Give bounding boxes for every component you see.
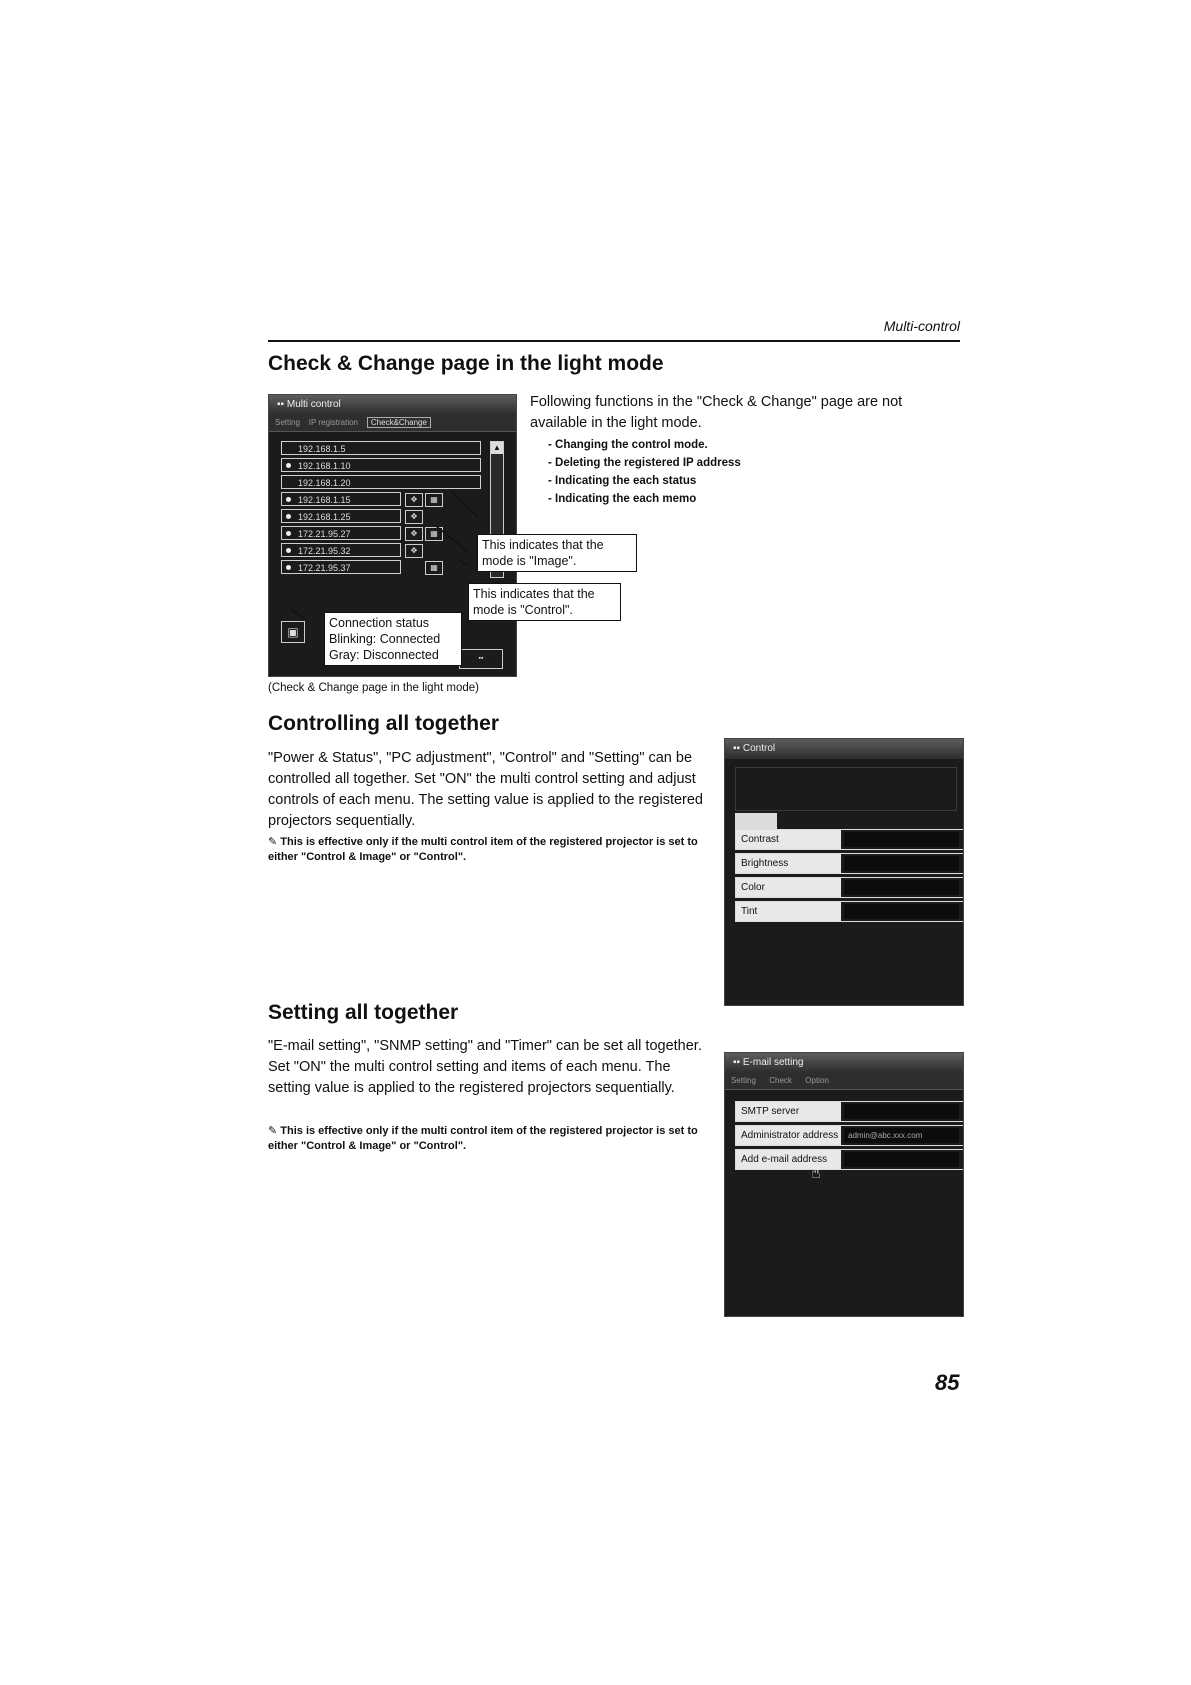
list-item: - Indicating the each memo [548,493,697,505]
unavailable-list [548,436,848,508]
email-row[interactable]: SMTP server [735,1101,964,1122]
controlling-body: "Power & Status", "PC adjustment", "Control" and "Setting" can be controlled all together. Set "ON" the multi control setting and adjust controls of each menu. The setting value is applied to the registered projectors sequentially. [268,750,703,829]
grid-icon: ▪▪ [733,743,743,754]
email-title: E-mail setting [742,1057,804,1068]
setting-heading: Setting all together [268,1001,459,1024]
lock-icon[interactable]: ▣ [281,621,305,643]
ip-row[interactable]: 172.21.95.32 [281,543,401,557]
control-tab-area [735,767,957,811]
light-mode-intro: Following functions in the "Check & Change" page are not available in the light mode. [530,394,903,431]
ip-row[interactable]: 192.168.1.15 [281,492,401,506]
controlling-heading: Controlling all together [268,712,499,735]
callout-image-mode: This indicates that the mode is "Image". [477,534,637,572]
tab-option[interactable]: Option [805,1076,829,1085]
image-mode-icon: ▦ [425,527,443,541]
setting-note [268,1124,718,1154]
control-row[interactable]: Contrast [735,829,964,850]
setting-note-text: This is effective only if the multi control item of the registered projector is set to either "Control & Image" or "Control". [268,1125,698,1152]
cursor-icon: ☝ [811,1165,821,1182]
page-number: 85 [935,1370,960,1395]
pencil-icon: ✎ [268,836,278,848]
control-mode-icon: ✥ [405,544,423,558]
section-label: Multi-control [883,318,960,334]
tab-setting[interactable]: Setting [731,1076,756,1085]
light-mode-heading: Check & Change page in the light mode [268,352,664,375]
controlling-note-text: This is effective only if the multi control item of the registered projector is set to either "Control & Image" or "Control". [268,836,698,863]
image-mode-icon: ▦ [425,493,443,507]
grid-icon: ▪▪ [733,1057,743,1068]
email-row[interactable]: Administrator address admin@abc.xxx.com [735,1125,964,1146]
setting-body: "E-mail setting", "SNMP setting" and "Timer" can be set all together. Set "ON" the multi control setting and items of each menu. The setting value is applied to the registered projectors sequentially. [268,1038,702,1096]
email-setting-screenshot [724,1052,964,1317]
header-rule [268,340,960,342]
image-mode-icon: ▦ [425,561,443,575]
tab-ip-registration[interactable]: IP registration [308,418,359,427]
ip-row[interactable]: 192.168.1.10 [281,458,481,472]
screenshot-title: Multi control [286,399,341,410]
control-row[interactable]: Color [735,877,964,898]
callout-status-gray: Gray: Disconnected [329,648,439,662]
tab-check[interactable]: Check [769,1076,792,1085]
tab-check-change[interactable]: Check&Change [367,417,431,428]
control-row[interactable]: Tint [735,901,964,922]
ip-row[interactable]: 172.21.95.27 [281,526,401,540]
control-mode-icon: ✥ [405,527,423,541]
list-item: - Deleting the registered IP address [548,457,741,469]
callout-status-title: Connection status [329,616,430,630]
scroll-up-icon[interactable]: ▲ [491,442,503,454]
email-tabs [725,1073,963,1090]
ip-row[interactable]: 192.168.1.25 [281,509,401,523]
tab-setting[interactable]: Setting [275,418,300,427]
ip-row[interactable]: 192.168.1.5 [281,441,481,455]
list-item: - Indicating the each status [548,475,697,487]
control-screenshot [724,738,964,1006]
control-title-bar [725,739,963,759]
ip-row[interactable]: 192.168.1.20 [281,475,481,489]
email-row[interactable]: Add e-mail address [735,1149,964,1170]
callout-connection-status [324,612,462,666]
control-mode-icon: ✥ [405,510,423,524]
control-row[interactable]: Brightness [735,853,964,874]
control-title: Control [742,743,776,754]
grid-icon: ▪▪ [277,399,287,410]
control-mode-icon: ✥ [405,493,423,507]
callout-control-mode: This indicates that the mode is "Control". [468,583,621,621]
email-title-bar [725,1053,963,1073]
list-item: - Changing the control mode. [548,439,708,451]
controlling-note [268,835,718,865]
admin-address-value[interactable]: admin@abc.xxx.com [844,1128,959,1143]
light-mode-caption: (Check & Change page in the light mode) [268,682,479,694]
ip-row[interactable]: 172.21.95.37 [281,560,401,574]
callout-status-blinking: Blinking: Connected [329,632,441,646]
pencil-icon: ✎ [268,1125,278,1137]
view-mode-button-icon[interactable]: ▪▪ [459,649,503,669]
